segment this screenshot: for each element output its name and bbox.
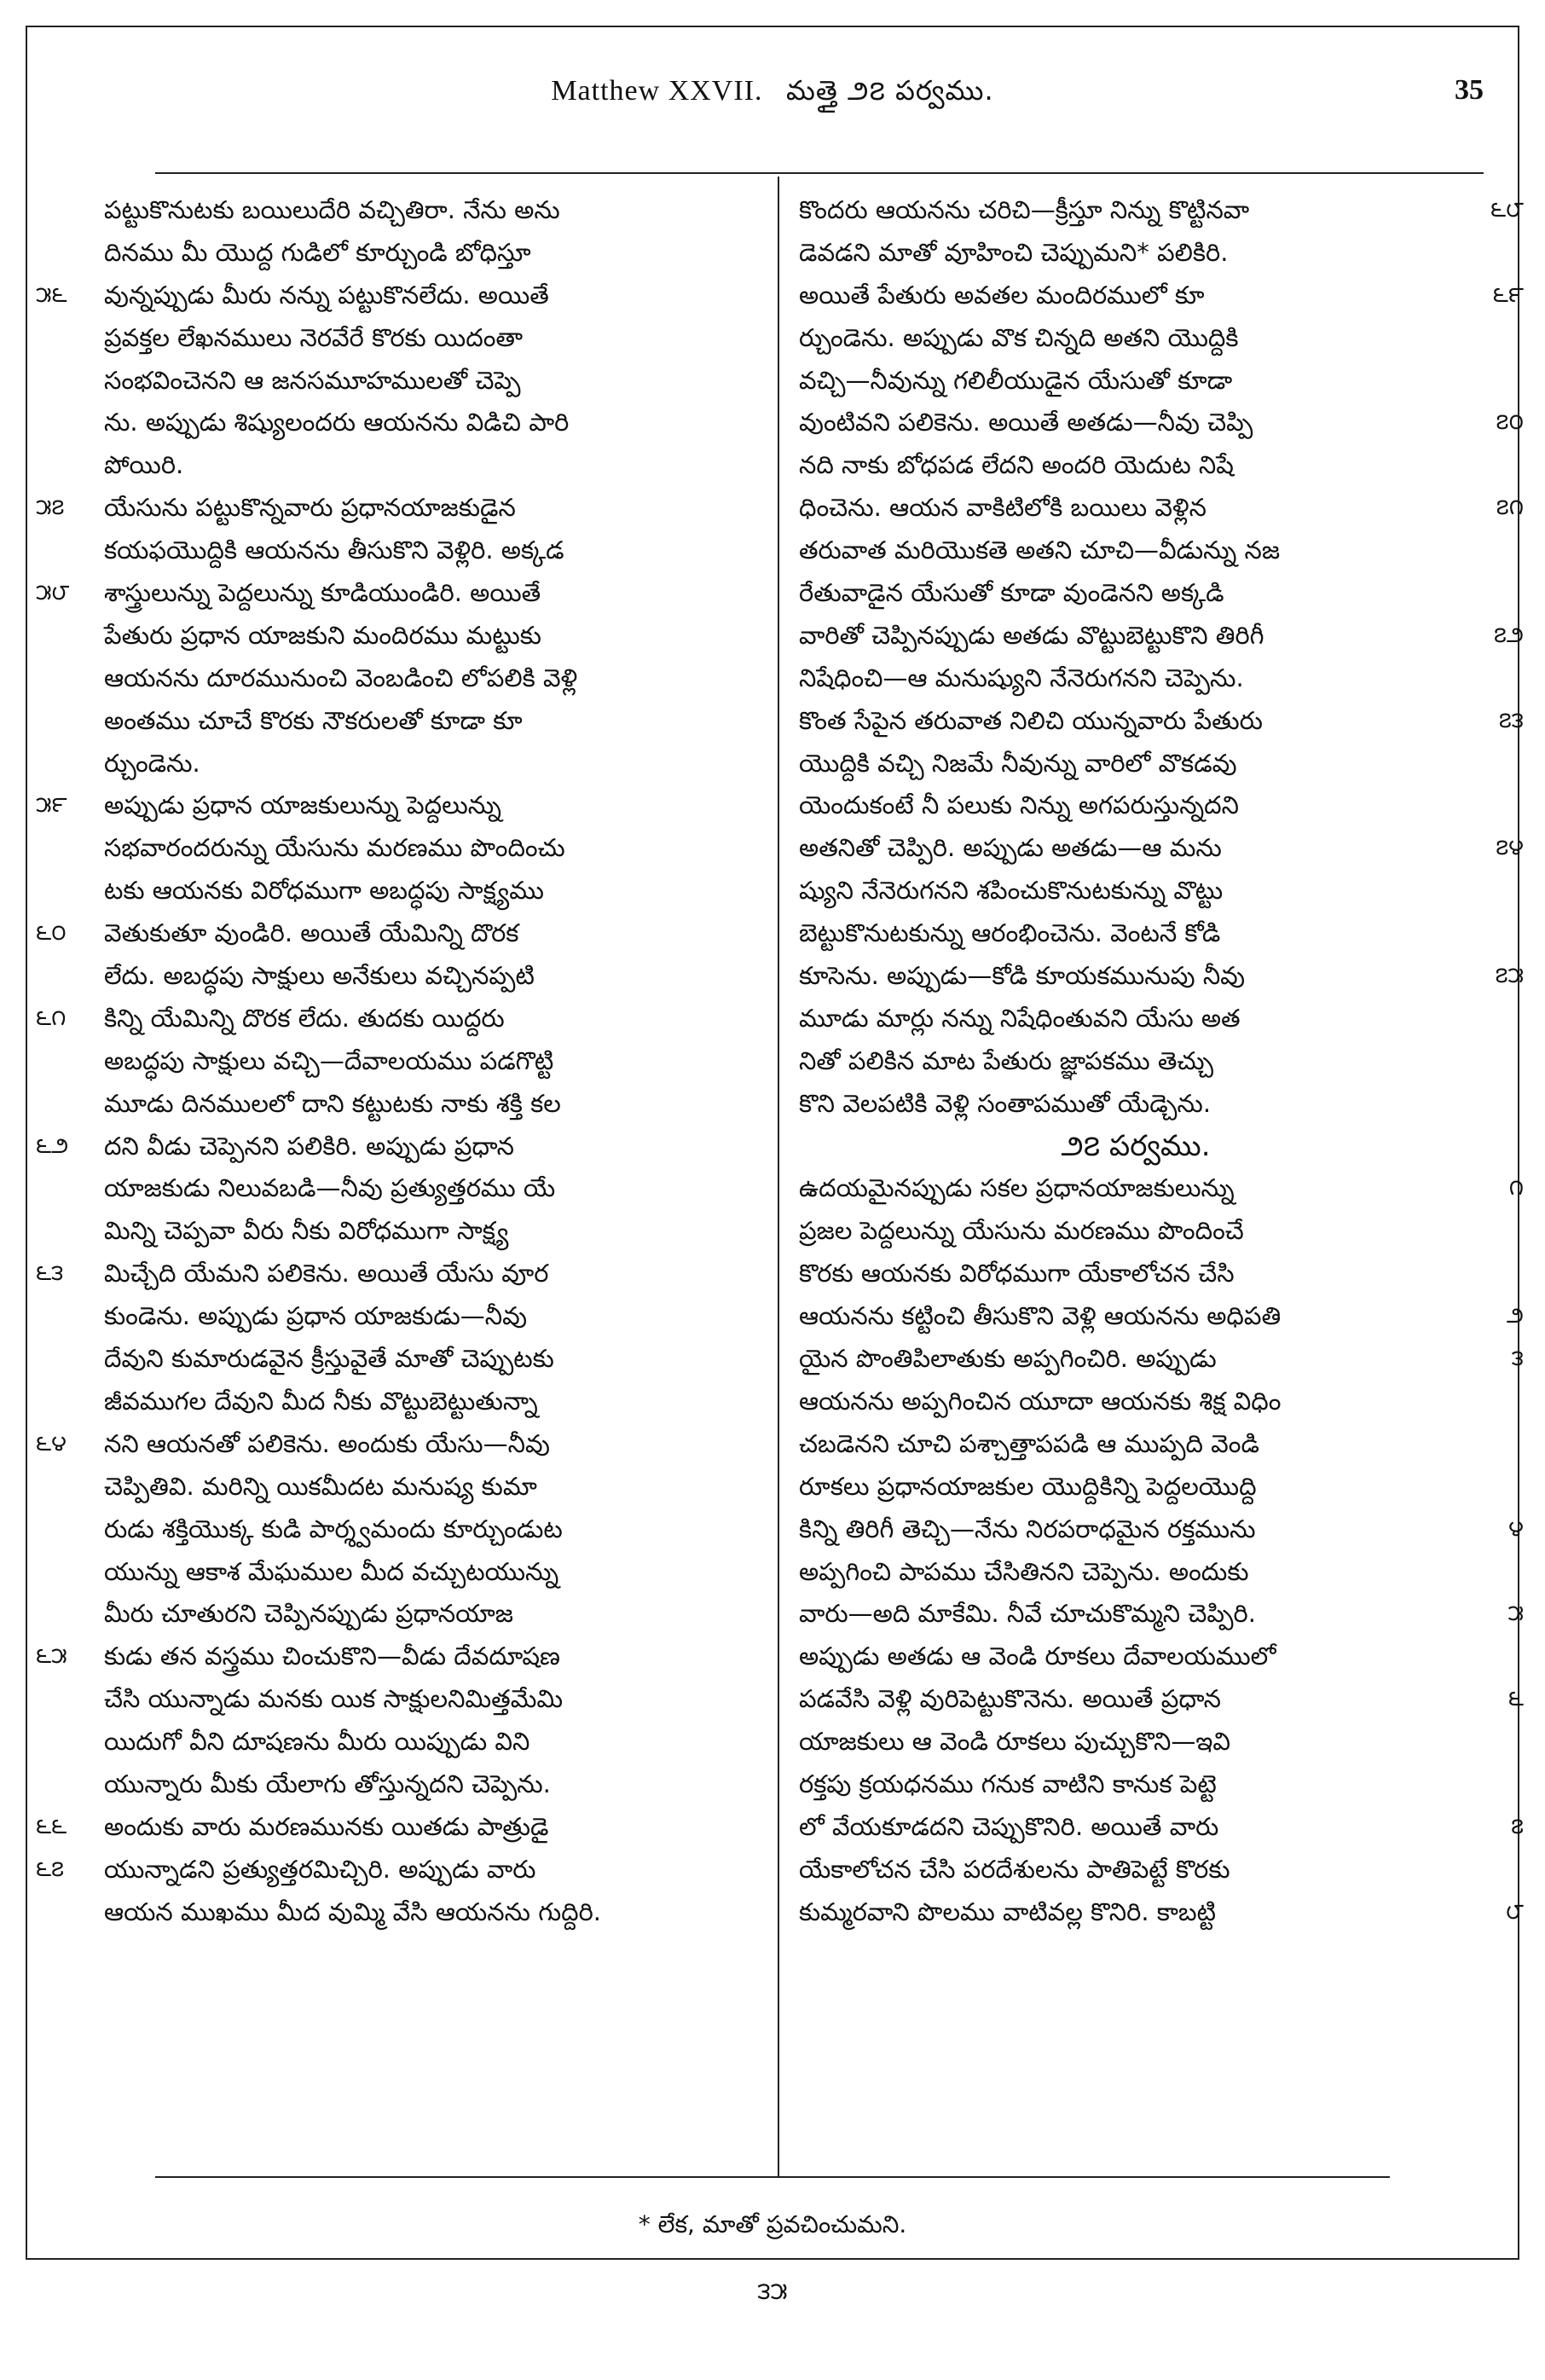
text-line: [799, 275, 1524, 317]
text-line: [799, 912, 1473, 955]
verse-number: ౮: [1506, 1898, 1524, 1925]
text-line: [799, 1678, 1524, 1721]
title-telugu: మత్తై ౨౭ పర్వము.: [786, 74, 994, 107]
text-line: [799, 444, 1473, 487]
verse-number: ౬౨: [36, 1132, 69, 1159]
line-text: అంతము చూచే కొరకు నౌకరులతో కూడా కూ: [104, 705, 523, 735]
line-text: యెందుకంటే నీ పలుకు నిన్ను అగపరుస్తున్నదని: [799, 790, 1240, 820]
line-text: యున్నారు మీకు యేలాగు తోస్తున్నదని చెప్పెను.: [104, 1769, 551, 1798]
page-frame: [26, 26, 1524, 2260]
line-text: వచ్చి—నీవున్ను గలిలీయుడైన యేసుతో కూడా: [799, 365, 1233, 395]
text-line: [799, 317, 1473, 360]
text-line: [104, 360, 752, 402]
text-line: [799, 870, 1473, 912]
text-line: [104, 1508, 752, 1551]
signature-mark: ౩౫: [757, 2277, 788, 2305]
verse-number: ౧: [1508, 1175, 1524, 1202]
verse-number: ౭: [1511, 1813, 1524, 1839]
verse-number: ౪: [1508, 1515, 1524, 1542]
verse-number: ౨: [1506, 1303, 1524, 1329]
line-text: అందుకు వారు మరణమునకు యితడు పాత్రుడై: [104, 1811, 549, 1841]
line-text: ప్రవక్తల లేఖనములు నెరవేరే కొరకు యిదంతా: [104, 322, 524, 352]
text-line: [799, 955, 1524, 998]
line-text: నితో పలికిన మాట పేతురు జ్ఞాపకము తెచ్చు: [799, 1045, 1213, 1075]
line-text: వారితో చెప్పినప్పుడు అతడు వొట్టుబెట్టుకొని తిరిగీ: [799, 620, 1264, 650]
line-text: మూడు దినములలో దాని కట్టుటకు నాకు శక్తి కల: [104, 1088, 561, 1118]
text-line: [799, 1253, 1473, 1295]
text-line: [799, 487, 1524, 530]
line-text: కొందరు ఆయనను చరిచి—క్రీస్తూ నిన్ను కొట్టినవా: [799, 195, 1250, 224]
line-text: యాజకులు ఆ వెండి రూకలు పుచ్చుకొని—ఇవి: [799, 1727, 1231, 1757]
line-text: చేసి యున్నాడు మనకు యిక సాక్షులనిమిత్తమేమి: [104, 1684, 564, 1714]
line-text: పేతురు ప్రధాన యాజకుని మందిరము మట్టుకు: [104, 620, 541, 650]
line-text: అప్పగించి పాపము చేసితినని చెప్పెను. అందుకు: [799, 1556, 1249, 1586]
line-text: ర్చుండెను. అప్పుడు వొక చిన్నది అతని యొద్దికి: [799, 322, 1239, 352]
text-line: [104, 1338, 752, 1381]
text-line: [799, 1551, 1473, 1594]
text-line: [799, 530, 1473, 572]
text-line: [36, 912, 752, 955]
text-line: [36, 998, 752, 1040]
text-line: [104, 700, 752, 743]
line-text: కొంత సేపైన తరువాత నిలిచి యున్నవారు పేతురు: [799, 705, 1263, 735]
text-line: [799, 700, 1524, 743]
line-text: యిదుగో వీని దూషణను మీరు యిప్పుడు విని: [104, 1727, 530, 1757]
line-text: ప్రజల పెద్దలున్ను యేసును మరణము పొందించే: [799, 1216, 1244, 1246]
line-text: పోయిరి.: [104, 450, 184, 480]
right-column: [799, 189, 1524, 1934]
text-line: [36, 1849, 752, 1891]
line-text: అబద్ధపు సాక్షులు వచ్చి—దేవాలయము పడగొట్టి: [104, 1045, 554, 1075]
line-text: మిన్ని చెప్పవా వీరు నీకు విరోధముగా సాక్ష్య: [104, 1216, 509, 1246]
line-text: లేదు. అబద్ధపు సాక్షులు అనేకులు వచ్చినప్పటి: [104, 961, 535, 991]
text-line: [799, 785, 1473, 827]
text-line: [104, 1210, 752, 1253]
chapter-heading: [799, 1126, 1473, 1168]
verse-number: ౫౯: [36, 792, 67, 819]
line-text: ఆయన ముఖము మీద వుమ్మి వేసి ఆయనను గుద్దిరి.: [104, 1896, 602, 1926]
line-text: కయఫయొద్దికి ఆయనను తీసుకొని వెళ్లిరి. అక్కడ: [104, 536, 564, 565]
line-text: తరువాత మరియొకతె అతని చూచి—వీడున్ను నజ: [799, 536, 1281, 565]
line-text: దేవుని కుమారుడవైన క్రీస్తువైతే మాతో చెప్పుటకు: [104, 1344, 554, 1374]
text-line: [799, 572, 1473, 615]
text-line: [104, 870, 752, 912]
line-text: కుమ్మరవాని పొలము వాటివల్ల కొనిరి. కాబట్టి: [799, 1896, 1217, 1926]
line-text: నది నాకు బోధపడ లేదని అందరి యెదుట నిషే: [799, 450, 1234, 480]
text-line: [36, 275, 752, 317]
verse-number: ౩: [1511, 1346, 1524, 1372]
text-line: [104, 1763, 752, 1806]
line-text: ౨౭ పర్వము.: [1061, 1128, 1211, 1163]
line-text: ఆయనను అప్పగించిన యూదా ఆయనకు శిక్ష విధిం: [799, 1386, 1282, 1416]
text-line: [799, 232, 1473, 275]
text-line: [36, 487, 752, 530]
verse-number: ౬౦: [36, 920, 67, 947]
text-line: [104, 1040, 752, 1083]
verse-number: ౭౩: [1498, 707, 1524, 733]
text-line: [799, 1721, 1473, 1763]
text-line: [104, 1593, 752, 1636]
line-text: యున్ను ఆకాశ మేఘముల మీద వచ్చుటయున్ను: [104, 1556, 559, 1586]
verse-number: ౫: [1507, 1601, 1524, 1627]
line-text: కిన్ని యేమిన్ని దొరక లేదు. తుదకు యిద్దరు: [104, 1003, 505, 1033]
verse-number: ౬౫: [36, 1643, 67, 1670]
text-line: [36, 1806, 752, 1849]
line-text: యున్నాడని ప్రత్యుత్తరమిచ్చిరి. అప్పుడు వారు: [104, 1854, 536, 1884]
text-line: [799, 743, 1473, 785]
text-line: [799, 1381, 1473, 1423]
verse-number: ౭౦: [1496, 409, 1524, 436]
line-text: వున్నప్పుడు మీరు నన్ను పట్టుకొనలేదు. అయితే: [104, 280, 549, 310]
text-line: [104, 1678, 752, 1721]
line-text: యైన పొంతిపిలాతుకు అప్పగించిరి. అప్పుడు: [799, 1344, 1217, 1374]
line-text: ధించెను. ఆయన వాకిటిలోకి బయిలు వెళ్లిన: [799, 493, 1206, 523]
verse-number: ౬౭: [36, 1856, 65, 1882]
verse-number: ౭౨: [1494, 622, 1524, 648]
text-line: [799, 827, 1524, 870]
line-text: రేతువాడైన యేసుతో కూడా వుండెనని అక్కడి: [799, 578, 1224, 608]
verse-number: ౫౬: [36, 281, 67, 308]
text-line: [104, 955, 752, 998]
text-line: [104, 1295, 752, 1338]
line-text: కిన్ని తిరిగీ తెచ్చి—నేను నిరపరాధమైన రక్తమును: [799, 1514, 1256, 1543]
line-text: యేకాలోచన చేసి పరదేశులను పాతిపెట్టే కొరకు: [799, 1854, 1230, 1884]
column-divider: [778, 177, 779, 2176]
text-line: [104, 1721, 752, 1763]
line-text: మిచ్చేది యేమని పలికెను. అయితే యేసు వూర: [104, 1259, 549, 1288]
line-text: యొద్దికి వచ్చి నిజమే నీవున్ను వారిలో వొకడవు: [799, 748, 1237, 778]
title-english: Matthew XXVII.: [551, 75, 763, 107]
text-line: [36, 1126, 752, 1168]
text-line: [104, 317, 752, 360]
line-text: కూసెను. అప్పుడు—కోడి కూయకమునుపు నీవు: [799, 961, 1246, 991]
line-text: లో వేయకూడదని చెప్పుకొనిరి. అయితే వారు: [799, 1811, 1219, 1841]
text-line: [799, 1083, 1473, 1126]
text-line: [104, 657, 752, 700]
verse-number: ౬౩: [36, 1260, 64, 1287]
line-text: ష్యుని నేనెరుగనని శపించుకొనుటకున్ను వొట్టు: [799, 876, 1224, 906]
running-head: [27, 74, 1518, 134]
text-line: [799, 657, 1473, 700]
text-line: [104, 402, 752, 444]
line-text: అప్పుడు అతడు ఆ వెండి రూకలు దేవాలయములో: [799, 1642, 1276, 1671]
text-line: [799, 1423, 1473, 1466]
line-text: జీవముగల దేవుని మీద నీకు వొట్టుబెట్టుతున్నా: [104, 1386, 538, 1416]
line-text: దని వీడు చెప్పెనని పలికిరి. అప్పుడు ప్రధాన: [104, 1131, 515, 1161]
line-text: దినము మీ యొద్ద గుడిలో కూర్చుండి బోధిస్తూ: [104, 237, 531, 267]
line-text: మీరు చూతురని చెప్పినప్పుడు ప్రధానయాజ: [104, 1599, 513, 1629]
text-line: [799, 1806, 1524, 1849]
line-text: వారు—అది మాకేమి. నీవే చూచుకొమ్మని చెప్పిరి.: [799, 1599, 1256, 1629]
line-text: చెప్పితివి. మరిన్ని యికమీదట మనుష్య కుమా: [104, 1471, 537, 1501]
line-text: పట్టుకొనుటకు బయిలుదేరి వచ్చితిరా. నేను అను: [104, 195, 560, 224]
text-line: [104, 827, 752, 870]
line-text: అతనితో చెప్పిరి. అప్పుడు అతడు—ఆ మను: [799, 833, 1222, 863]
text-line: [799, 1849, 1473, 1891]
line-text: చబడెనని చూచి పశ్చాత్తాపపడి ఆ ముప్పది వెండి: [799, 1428, 1259, 1458]
line-text: నిషేధించి—ఆ మనుష్యుని నేనెరుగనని చెప్పెను.: [799, 663, 1244, 692]
footnote-rule: [155, 2176, 1390, 2178]
text-line: [799, 1167, 1524, 1210]
verse-number: ౬: [1507, 1686, 1524, 1712]
text-line: [799, 360, 1473, 402]
text-line: [799, 1295, 1524, 1338]
line-text: పడవేసి వెళ్లి వురిపెట్టుకొనెను. అయితే ప్రధాన: [799, 1684, 1221, 1714]
text-line: [799, 1636, 1473, 1678]
text-line: [104, 743, 752, 785]
line-text: కుడు తన వస్త్రము చించుకొని—వీడు దేవదూషణ: [104, 1642, 560, 1671]
line-text: యేసును పట్టుకొన్నవారు ప్రధానయాజకుడైన: [104, 493, 516, 523]
line-text: రుడు శక్తియొక్క కుడి పార్శ్వమందు కూర్చుండుట: [104, 1514, 563, 1543]
text-line: [104, 232, 752, 275]
text-line: [799, 1466, 1473, 1508]
footnote: * లేక, మాతో ప్రవచించుమని.: [638, 2210, 907, 2238]
line-text: రూకలు ప్రధానయాజకుల యొద్దికిన్ని పెద్దలయొద్ది: [799, 1471, 1257, 1501]
line-text: నని ఆయనతో పలికెను. అందుకు యేసు—నీవు: [104, 1428, 550, 1458]
text-line: [104, 1891, 752, 1934]
verse-number: ౭౪: [1496, 835, 1524, 861]
line-text: బెట్టుకొనుటకున్ను ఆరంభించెను. వెంటనే కోడి: [799, 918, 1221, 948]
line-text: కొని వెలపటికి వెళ్లి సంతాపముతో యేడ్చెను.: [799, 1088, 1212, 1118]
verse-number: ౬౯: [1492, 281, 1524, 308]
page-title: [27, 74, 1518, 113]
line-text: శాస్త్రులున్ను పెద్దలున్ను కూడియుండిరి. అయితే: [104, 578, 541, 608]
text-line: [36, 1423, 752, 1466]
text-line: [799, 1508, 1524, 1551]
verse-number: ౫౮: [36, 580, 70, 606]
line-text: ఆయనను కట్టించి తీసుకొని వెళ్లి ఆయనను అధిపతి: [799, 1301, 1282, 1331]
verse-number: ౬౬: [36, 1813, 67, 1839]
verse-number: ౭౫: [1495, 963, 1524, 989]
line-text: ఉదయమైనప్పుడు సకల ప్రధానయాజకులున్ను: [799, 1173, 1235, 1203]
text-line: [799, 1763, 1473, 1806]
verse-number: ౬౧: [36, 1005, 67, 1031]
line-text: ఆయనను దూరమునుంచి వెంబడించి లోపలికి వెళ్లి: [104, 663, 578, 692]
text-line: [799, 402, 1524, 444]
verse-number: ౬౮: [1490, 197, 1524, 223]
text-line: [799, 1891, 1524, 1934]
left-column: [36, 189, 752, 1934]
text-line: [799, 1338, 1524, 1381]
line-text: కుండెను. అప్పుడు ప్రధాన యాజకుడు—నీవు: [104, 1301, 528, 1331]
verse-number: ౭౧: [1496, 495, 1524, 521]
text-line: [104, 1466, 752, 1508]
line-text: వుంటివని పలికెను. అయితే అతడు—నీవు చెప్పి: [799, 408, 1253, 437]
text-line: [104, 530, 752, 572]
text-line: [799, 1593, 1524, 1636]
text-line: [104, 1381, 752, 1423]
text-line: [799, 998, 1473, 1040]
text-line: [799, 615, 1524, 657]
text-line: [799, 189, 1524, 232]
verse-number: ౫౭: [36, 495, 65, 521]
text-line: [104, 444, 752, 487]
page-number: 35: [1455, 74, 1484, 106]
line-text: వెతుకుతూ వుండిరి. అయితే యేమిన్ని దొరక: [104, 918, 519, 948]
line-text: ను. అప్పుడు శిష్యులందరు ఆయనను విడిచి పారి: [104, 408, 570, 437]
line-text: రక్తపు క్రయధనము గనుక వాటిని కానుక పెట్టె: [799, 1769, 1217, 1798]
line-text: సంభవించెనని ఆ జనసమూహములతో చెప్పె: [104, 365, 521, 395]
text-line: [36, 785, 752, 827]
text-line: [104, 189, 752, 232]
text-line: [799, 1040, 1473, 1083]
line-text: సభవారందరున్ను యేసును మరణము పొందించు: [104, 833, 565, 863]
line-text: ర్చుండెను.: [104, 748, 200, 778]
line-text: అప్పుడు ప్రధాన యాజకులున్ను పెద్దలున్ను: [104, 790, 501, 820]
line-text: మూడు మార్లు నన్ను నిషేధింతువని యేసు అత: [799, 1003, 1241, 1033]
line-text: అయితే పేతురు అవతల మందిరములో కూ: [799, 280, 1205, 310]
line-text: యాజకుడు నిలువబడి—నీవు ప్రత్యుత్తరము యే: [104, 1173, 556, 1203]
text-line: [104, 1551, 752, 1594]
text-line: [799, 1210, 1473, 1253]
header-rule: [155, 172, 1484, 174]
text-line: [36, 1636, 752, 1678]
verse-number: ౬౪: [36, 1430, 67, 1456]
text-line: [36, 572, 752, 615]
text-line: [104, 615, 752, 657]
text-line: [104, 1083, 752, 1126]
line-text: డెవడని మాతో వూహించి చెప్పుమని* పలికిరి.: [799, 237, 1229, 267]
text-line: [104, 1167, 752, 1210]
line-text: టకు ఆయనకు విరోధముగా అబద్ధపు సాక్ష్యము: [104, 876, 544, 906]
text-line: [36, 1253, 752, 1295]
line-text: కొరకు ఆయనకు విరోధముగా యేకాలోచన చేసి: [799, 1259, 1235, 1288]
